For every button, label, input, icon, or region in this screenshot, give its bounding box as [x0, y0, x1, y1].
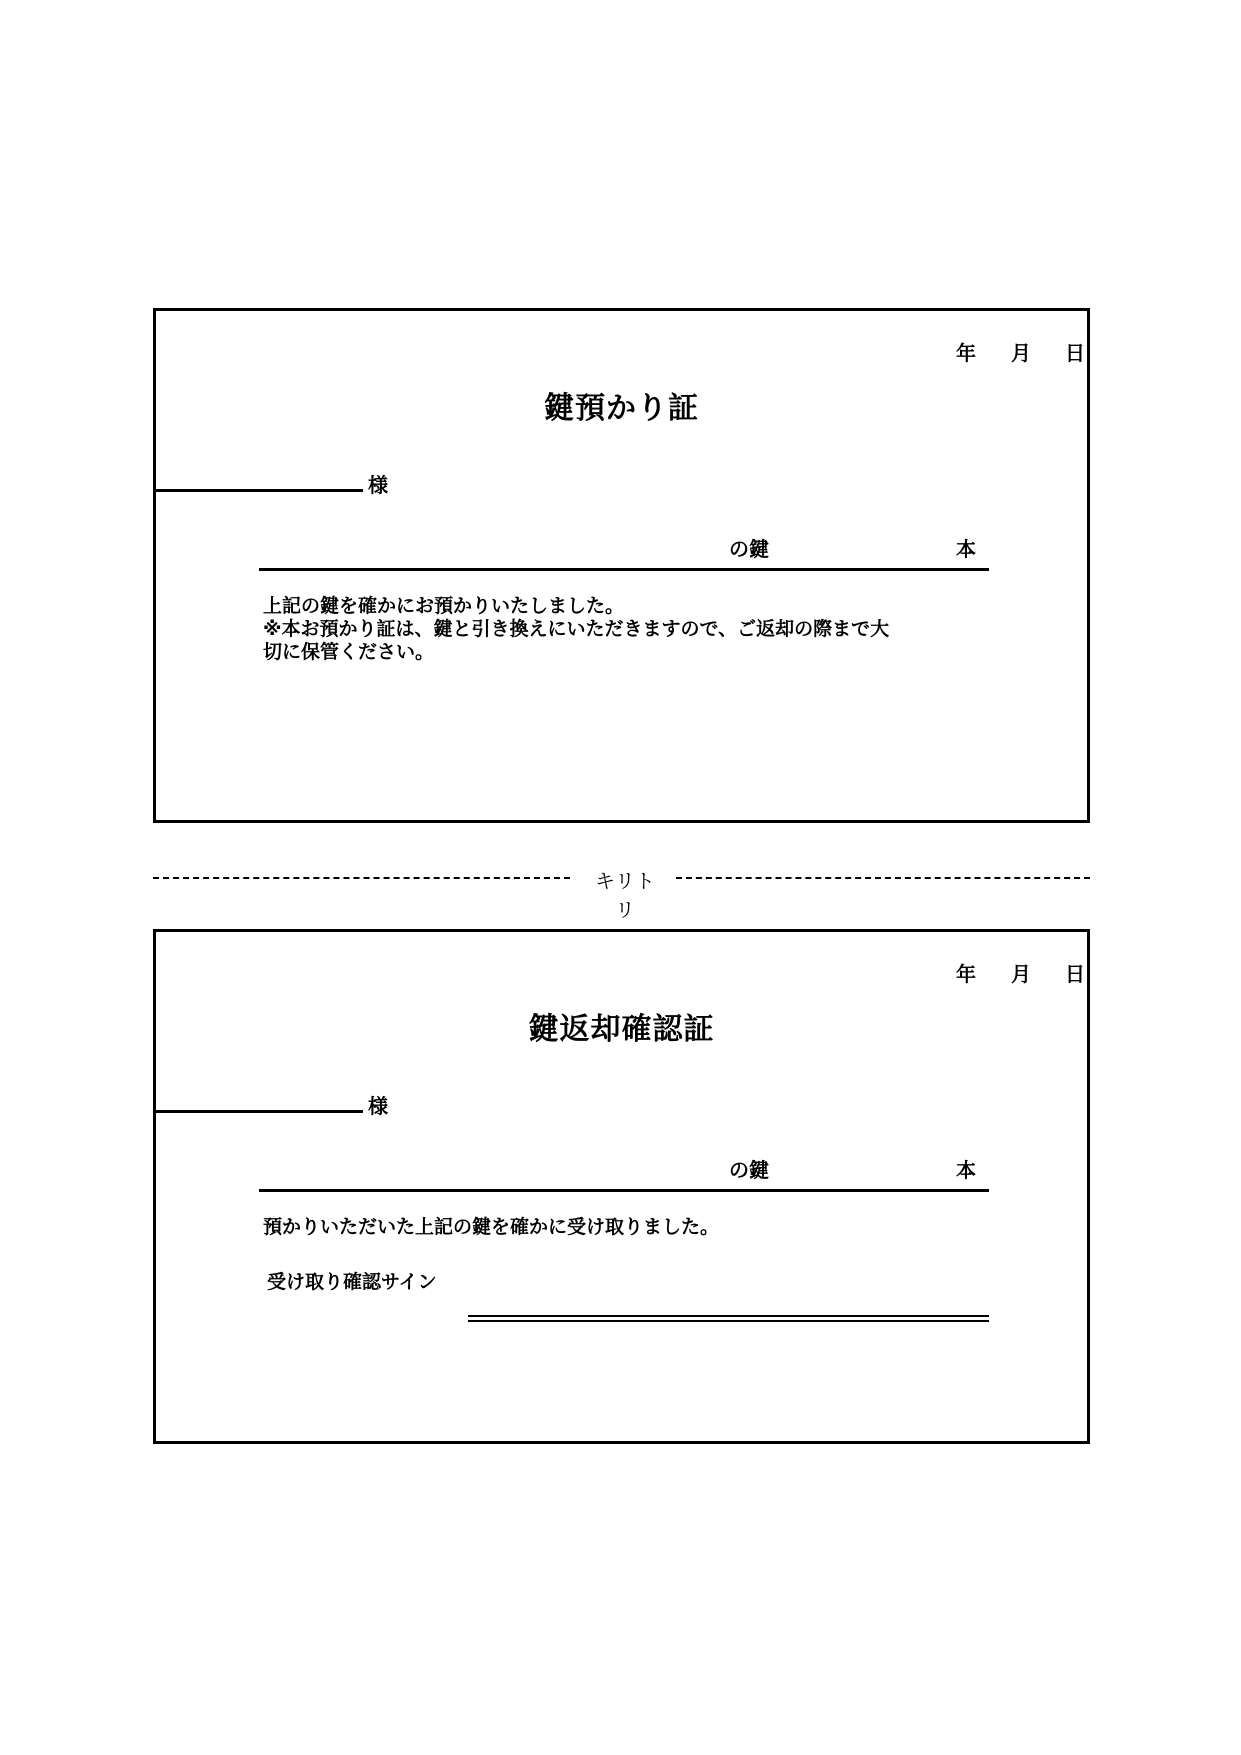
cut-dash-left	[153, 877, 570, 879]
confirmation-title: 鍵返却確認証	[528, 1012, 715, 1047]
cut-dash-right	[676, 877, 1090, 879]
addressee-name-line	[156, 1110, 363, 1113]
date-day-label: 日	[1065, 341, 1085, 365]
receipt-title: 鍵預かり証	[544, 391, 699, 426]
body-line: 上記の鍵を確かにお預かりいたしました。	[263, 595, 625, 617]
key-entry-line	[259, 1189, 989, 1192]
signature-label: 受け取り確認サイン	[267, 1271, 437, 1293]
receipt-body	[263, 595, 983, 664]
signature-line	[468, 1315, 989, 1322]
date-year-label: 年	[956, 341, 976, 365]
date-day-label: 日	[1065, 962, 1085, 986]
cut-label: キリトリ	[595, 869, 655, 922]
date-row	[956, 337, 1086, 363]
key-deposit-receipt	[153, 308, 1090, 823]
body-line: 切に保管ください。	[263, 641, 435, 663]
key-count-unit: 本	[956, 537, 976, 561]
body-line: ※本お預かり証は、鍵と引き換えにいただきますので、ご返却の際まで大	[263, 618, 890, 640]
confirmation-body	[263, 1216, 983, 1239]
date-year-label: 年	[956, 962, 976, 986]
date-row	[956, 958, 1086, 984]
honorific-label: 様	[368, 473, 388, 497]
key-return-confirmation	[153, 929, 1090, 1444]
key-entry-line	[259, 568, 989, 571]
body-line: 預かりいただいた上記の鍵を確かに受け取りました。	[263, 1216, 720, 1238]
key-name-label: の鍵	[729, 537, 769, 561]
key-name-label: の鍵	[729, 1158, 769, 1182]
date-month-label: 月	[1011, 341, 1031, 365]
cut-line	[153, 862, 1090, 922]
date-month-label: 月	[1011, 962, 1031, 986]
key-count-unit: 本	[956, 1158, 976, 1182]
addressee-name-line	[156, 489, 363, 492]
honorific-label: 様	[368, 1094, 388, 1118]
